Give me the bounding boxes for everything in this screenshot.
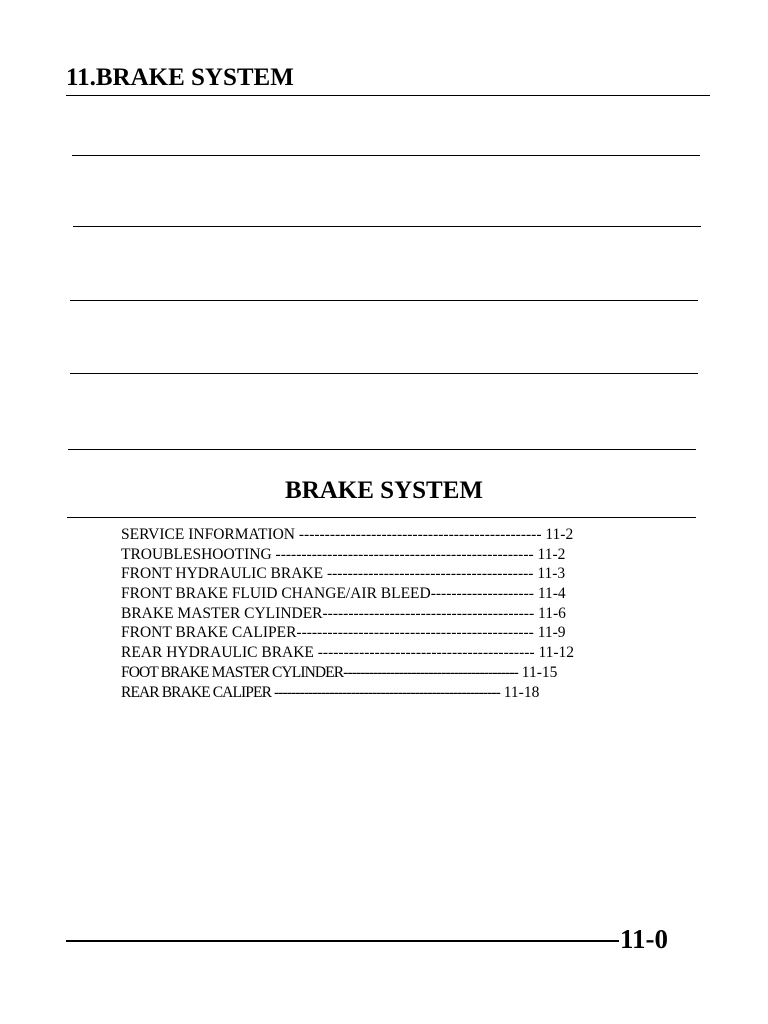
toc-entry-front-brake-fluid-change bbox=[121, 584, 661, 604]
toc-entry-page: 11-2 bbox=[541, 526, 574, 543]
page-number: 11-0 bbox=[620, 924, 669, 954]
toc-entry-page: 11-15 bbox=[517, 663, 558, 681]
toc-entry-label: BRAKE MASTER CYLINDER----------------------------------------- bbox=[121, 604, 535, 622]
toc-entry-page: 11-3 bbox=[533, 565, 566, 583]
toc-entry-label: TROUBLESHOOTING -------------------------------------------------- bbox=[121, 545, 534, 563]
chapter-title: 11.BRAKE SYSTEM bbox=[66, 64, 294, 91]
toc-entry-front-hydraulic-brake bbox=[121, 564, 661, 584]
blank-line-1 bbox=[72, 155, 700, 156]
blank-line-3 bbox=[70, 300, 698, 301]
blank-line-4 bbox=[70, 373, 698, 374]
toc-entry-page: 11-4 bbox=[533, 585, 566, 603]
section-rule bbox=[67, 517, 696, 518]
blank-line-2 bbox=[73, 226, 701, 227]
toc-entry-label: SERVICE INFORMATION ----------------------------------------------- bbox=[121, 526, 542, 543]
toc-entry-rear-hydraulic-brake bbox=[121, 643, 661, 663]
toc-entry-label: FRONT BRAKE CALIPER---------------------------------------------- bbox=[121, 624, 534, 642]
toc-entry-page: 11-6 bbox=[534, 604, 566, 622]
toc-entry-label: REAR BRAKE CALIPER ----------------------------------------------------- bbox=[121, 683, 500, 701]
toc-entry-label: FRONT BRAKE FLUID CHANGE/AIR BLEED-------------------- bbox=[121, 585, 534, 603]
toc-entry-label: FOOT BRAKE MASTER CYLINDER----------------------------------------- bbox=[121, 663, 518, 681]
toc-entry-label: FRONT HYDRAULIC BRAKE ---------------------------------------- bbox=[121, 565, 534, 583]
toc-entry-front-brake-caliper bbox=[121, 623, 661, 643]
toc-entry-brake-master-cylinder bbox=[121, 604, 661, 624]
toc-entry-service-information bbox=[121, 525, 661, 545]
blank-line-5 bbox=[68, 449, 696, 450]
header-rule bbox=[66, 95, 710, 96]
toc-entry-rear-brake-caliper bbox=[121, 683, 661, 703]
toc-entry-troubleshooting bbox=[121, 545, 661, 565]
footer-rule bbox=[66, 940, 619, 942]
toc-entry-foot-brake-master-cylinder bbox=[121, 663, 661, 683]
toc-entry-page: 11-18 bbox=[499, 683, 540, 701]
toc-entry-page: 11-9 bbox=[533, 624, 566, 642]
toc-entry-page: 11-12 bbox=[534, 644, 575, 662]
toc-entry-page: 11-2 bbox=[533, 545, 566, 563]
toc-entry-label: REAR HYDRAULIC BRAKE ------------------------------------------ bbox=[121, 644, 535, 662]
section-heading: BRAKE SYSTEM bbox=[285, 477, 483, 504]
table-of-contents bbox=[121, 525, 661, 702]
